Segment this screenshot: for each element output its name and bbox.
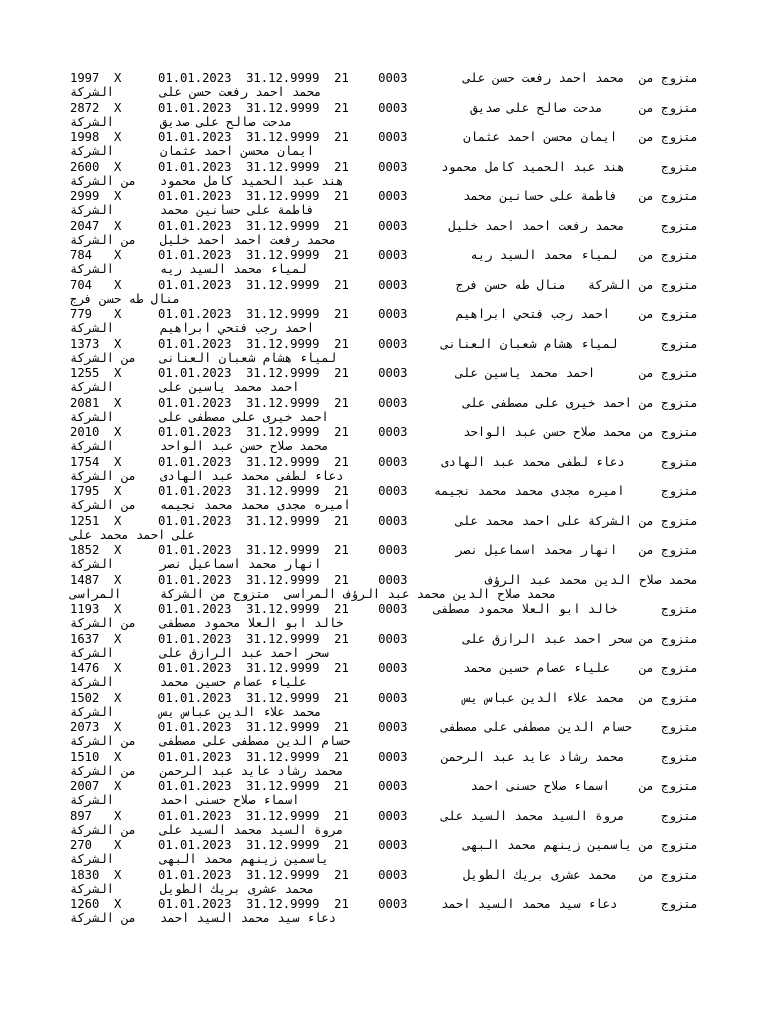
record-fields: 1476 X 01.01.2023 31.12.9999 21 0003 متزوج من علياء عصام حسين محمد: [70, 661, 698, 675]
record-row: [0, 868, 768, 898]
record-row: [0, 720, 768, 750]
record-fields: 1373 X 01.01.2023 31.12.9999 21 0003 متزوج لمياء هشام شعبان العنانى: [70, 336, 698, 351]
record-continuation: من الشركة: [70, 763, 137, 778]
record-fields: 1255 X 01.01.2023 31.12.9999 21 0003 متزوج من احمد محمد ياسين على: [70, 366, 698, 380]
record-name-repeat: محمد صلاح الدين محمد عبد الرؤف المراسى متزوج من الشركة: [160, 586, 557, 601]
record-continuation: منال طه حسن فرج: [70, 291, 181, 306]
record-name-repeat: هند عبد الحميد كامل محمود: [160, 173, 344, 188]
record-row: [0, 661, 768, 691]
record-continuation: الشركة: [70, 144, 115, 158]
record-row: [0, 337, 768, 367]
record-fields: 2600 X 01.01.2023 31.12.9999 21 0003 متزوج هند عبد الحميد كامل محمود: [70, 159, 698, 174]
record-continuation: على احمد محمد على: [70, 527, 195, 542]
record-name-repeat: مدحت صالح على صديق: [160, 114, 293, 129]
record-continuation: الشركة: [70, 675, 115, 689]
record-fields: 1637 X 01.01.2023 31.12.9999 21 0003 متزوج من سحر احمد عبد الرازق على: [70, 631, 698, 646]
record-row: [0, 602, 768, 632]
record-row: [0, 897, 768, 927]
record-row: [0, 573, 768, 603]
record-name-repeat: احمد محمد ياسين على: [160, 380, 300, 394]
record-name-repeat: محمد رشاد عايد عبد الرحمن: [160, 763, 344, 778]
record-continuation: من الشركة: [70, 616, 137, 630]
record-row: [0, 278, 768, 308]
record-row: [0, 691, 768, 721]
record-name-repeat: لمياء هشام شعبان العنانى: [160, 350, 337, 365]
record-fields: 897 X 01.01.2023 31.12.9999 21 0003 متزوج مروة السيد محمد السيد على: [70, 808, 698, 823]
record-fields: 2007 X 01.01.2023 31.12.9999 21 0003 متزوج من اسماء صلاح حسنى احمد: [70, 779, 698, 793]
record-fields: 2999 X 01.01.2023 31.12.9999 21 0003 متزوج من فاطمة على حسانين محمد: [70, 189, 698, 203]
record-name-repeat: ياسمين زينهم محمد البهى: [160, 852, 329, 866]
record-continuation: من الشركة: [70, 350, 137, 365]
record-name-repeat: محمد علاء الدين عباس يس: [160, 704, 322, 719]
record-row: [0, 307, 768, 337]
record-row: [0, 779, 768, 809]
record-name-repeat: فاطمة على حسانين محمد: [160, 203, 315, 217]
record-continuation: من الشركة: [70, 232, 137, 247]
record-fields: 1998 X 01.01.2023 31.12.9999 21 0003 متزوج من ايمان محسن احمد عثمان: [70, 130, 698, 144]
record-continuation: من الشركة: [70, 822, 137, 837]
record-fields: 1510 X 01.01.2023 31.12.9999 21 0003 متزوج محمد رشاد عايد عبد الرحمن: [70, 749, 698, 764]
record-fields: 2010 X 01.01.2023 31.12.9999 21 0003 متزوج من محمد صلاح حسن عبد الواحد: [70, 425, 698, 439]
record-row: [0, 248, 768, 278]
record-name-repeat: مروة السيد محمد السيد على: [160, 822, 344, 837]
record-name-repeat: محمد رفعت احمد احمد خليل: [160, 232, 337, 247]
record-fields: 1502 X 01.01.2023 31.12.9999 21 0003 متزوج من محمد علاء الدين عباس يس: [70, 690, 698, 705]
record-continuation: من الشركة: [70, 734, 137, 748]
record-row: [0, 130, 768, 160]
record-fields: 1251 X 01.01.2023 31.12.9999 21 0003 متزوج من الشركة على احمد محمد على: [70, 513, 698, 528]
record-continuation: الشركة: [70, 557, 115, 571]
record-continuation: الشركة: [70, 114, 115, 129]
record-name-repeat: اسماء صلاح حسنى احمد: [160, 793, 300, 807]
record-row: [0, 455, 768, 485]
record-name-repeat: دعاء لطفى محمد عبد الهادى: [160, 468, 344, 483]
record-fields: 784 X 01.01.2023 31.12.9999 21 0003 متزوج من لمياء محمد السيد ريه: [70, 248, 698, 262]
record-name-repeat: سحر احمد عبد الرازق على: [160, 645, 329, 660]
record-continuation: الشركة: [70, 439, 115, 453]
record-fields: 2073 X 01.01.2023 31.12.9999 21 0003 متزوج حسام الدين مصطفى على مصطفى: [70, 720, 698, 734]
record-continuation: الشركة: [70, 380, 115, 394]
record-fields: 1852 X 01.01.2023 31.12.9999 21 0003 متزوج من انهار محمد اسماعيل نصر: [70, 543, 698, 557]
record-name-repeat: احمد خيرى على مصطفى على: [160, 409, 329, 424]
record-continuation: الشركة: [70, 203, 115, 217]
record-fields: 779 X 01.01.2023 31.12.9999 21 0003 متزوج من احمد رجب فتحي ابراهيم: [70, 307, 698, 321]
record-continuation: الشركة: [70, 262, 115, 276]
record-row: [0, 219, 768, 249]
record-continuation: الشركة: [70, 704, 115, 719]
record-row: [0, 425, 768, 455]
record-fields: 1754 X 01.01.2023 31.12.9999 21 0003 متزوج دعاء لطفى محمد عبد الهادى: [70, 454, 698, 469]
record-continuation: من الشركة: [70, 498, 137, 512]
record-row: [0, 366, 768, 396]
record-continuation: المراسى: [70, 586, 122, 601]
record-fields: 1487 X 01.01.2023 31.12.9999 21 0003 محمد صلاح الدين محمد عبد الرؤف: [70, 572, 698, 587]
record-name-repeat: خالد ابو العلا محمود مصطفى: [160, 616, 344, 630]
record-row: [0, 750, 768, 780]
record-row: [0, 809, 768, 839]
record-fields: 1260 X 01.01.2023 31.12.9999 21 0003 متزوج دعاء سيد محمد السيد احمد: [70, 897, 698, 911]
record-fields: 1795 X 01.01.2023 31.12.9999 21 0003 متزوج اميره مجدى محمد محمد نجيمه: [70, 484, 698, 498]
record-name-repeat: محمد عشرى بريك الطويل: [160, 881, 315, 896]
record-continuation: الشركة: [70, 321, 115, 335]
record-name-repeat: علياء عصام حسين محمد: [160, 675, 307, 689]
record-name-repeat: حسام الدين مصطفى على مصطفى: [160, 734, 351, 748]
record-row: [0, 838, 768, 868]
record-fields: 1830 X 01.01.2023 31.12.9999 21 0003 متزوج من محمد عشرى بريك الطويل: [70, 867, 698, 882]
record-continuation: الشركة: [70, 852, 115, 866]
record-name-repeat: محمد صلاح حسن عبد الواحد: [160, 439, 329, 453]
record-name-repeat: انهار محمد اسماعيل نصر: [160, 557, 322, 571]
record-row: [0, 189, 768, 219]
record-row: [0, 543, 768, 573]
record-continuation: من الشركة: [70, 911, 137, 925]
record-row: [0, 160, 768, 190]
record-continuation: الشركة: [70, 881, 115, 896]
record-fields: 2081 X 01.01.2023 31.12.9999 21 0003 متزوج من احمد خيرى على مصطفى على: [70, 395, 698, 410]
record-name-repeat: دعاء سيد محمد السيد احمد: [160, 911, 337, 925]
record-fields: 1193 X 01.01.2023 31.12.9999 21 0003 متزوج خالد ابو العلا محمود مصطفى: [70, 602, 698, 616]
record-fields: 270 X 01.01.2023 31.12.9999 21 0003 متزوج من ياسمين زينهم محمد البهى: [70, 838, 698, 852]
record-name-repeat: لمياء محمد السيد ريه: [160, 262, 307, 276]
record-row: [0, 632, 768, 662]
record-fields: 2872 X 01.01.2023 31.12.9999 21 0003 متزوج من مدحت صالح على صديق: [70, 100, 698, 115]
record-continuation: من الشركة: [70, 468, 137, 483]
record-continuation: الشركة: [70, 409, 115, 424]
record-continuation: الشركة: [70, 85, 115, 99]
record-row: [0, 396, 768, 426]
record-continuation: الشركة: [70, 645, 115, 660]
record-continuation: الشركة: [70, 793, 115, 807]
record-name-repeat: اميره مجدى محمد محمد نجيمه: [160, 498, 351, 512]
record-continuation: من الشركة: [70, 173, 137, 188]
record-name-repeat: احمد رجب فتحي ابراهيم: [160, 321, 315, 335]
record-row: [0, 71, 768, 101]
record-row: [0, 101, 768, 131]
record-row: [0, 514, 768, 544]
record-fields: 1997 X 01.01.2023 31.12.9999 21 0003 متزوج من محمد احمد رفعت حسن على: [70, 71, 698, 85]
record-name-repeat: محمد احمد رفعت حسن على: [160, 85, 322, 99]
record-row: [0, 484, 768, 514]
record-name-repeat: ايمان محسن احمد عثمان: [160, 144, 315, 158]
record-fields: 704 X 01.01.2023 31.12.9999 21 0003 متزوج من الشركة منال طه حسن فرج: [70, 277, 698, 292]
record-fields: 2047 X 01.01.2023 31.12.9999 21 0003 متزوج محمد رفعت احمد احمد خليل: [70, 218, 698, 233]
